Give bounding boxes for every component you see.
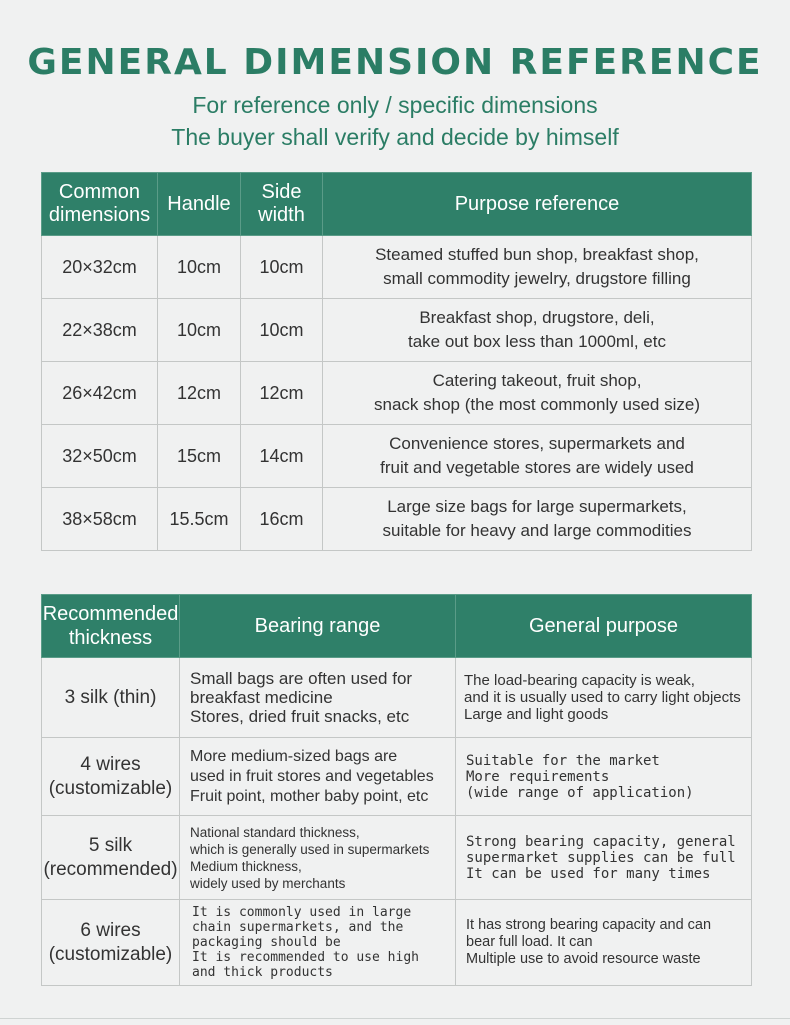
handle-cell: 10cm <box>158 299 241 362</box>
purpose-cell: The load-bearing capacity is weak, and it is usually used to carry light objects Large and light goods <box>456 658 752 738</box>
header-general-purpose: General purpose <box>456 595 752 658</box>
thickness-cell: 6 wires (customizable) <box>42 900 180 986</box>
size-cell: 26×42cm <box>42 362 158 425</box>
handle-cell: 15cm <box>158 425 241 488</box>
purpose-cell: It has strong bearing capacity and can bear full load. It can Multiple use to avoid resource waste <box>456 900 752 986</box>
side-cell: 16cm <box>241 488 323 551</box>
purpose-cell: Convenience stores, supermarkets and fruit and vegetable stores are widely used <box>323 425 752 488</box>
bottom-divider <box>0 1018 790 1019</box>
purpose-cell: Steamed stuffed bun shop, breakfast shop, small commodity jewelry, drugstore filling <box>323 236 752 299</box>
header-common-dimensions: Common dimensions <box>42 173 158 236</box>
table-row <box>42 658 752 738</box>
handle-cell: 10cm <box>158 236 241 299</box>
bearing-cell: It is commonly used in large chain supermarkets, and the packaging should be It is recommended to use high and thick products <box>180 900 456 986</box>
table-row <box>42 488 752 551</box>
side-cell: 14cm <box>241 425 323 488</box>
purpose-cell: Catering takeout, fruit shop, snack shop (the most commonly used size) <box>323 362 752 425</box>
table-row <box>42 299 752 362</box>
table-row <box>42 900 752 986</box>
size-cell: 38×58cm <box>42 488 158 551</box>
dimensions-table <box>41 172 752 551</box>
purpose-cell: Suitable for the market More requirements (wide range of application) <box>456 738 752 816</box>
bearing-cell: National standard thickness, which is generally used in supermarkets Medium thickness, widely used by merchants <box>180 816 456 900</box>
dimensions-header-row <box>42 173 752 236</box>
handle-cell: 15.5cm <box>158 488 241 551</box>
purpose-cell: Breakfast shop, drugstore, deli, take out box less than 1000ml, etc <box>323 299 752 362</box>
table-row <box>42 738 752 816</box>
subtitle-line-2: The buyer shall verify and decide by himself <box>171 124 619 150</box>
size-cell: 22×38cm <box>42 299 158 362</box>
header-purpose-reference: Purpose reference <box>323 173 752 236</box>
page-title: GENERAL DIMENSION REFERENCE <box>27 42 763 83</box>
subtitle-line-1: For reference only / specific dimensions <box>192 92 598 118</box>
thickness-cell: 5 silk (recommended) <box>42 816 180 900</box>
thickness-cell: 4 wires (customizable) <box>42 738 180 816</box>
thickness-cell: 3 silk (thin) <box>42 658 180 738</box>
table-row <box>42 425 752 488</box>
table-row <box>42 816 752 900</box>
size-cell: 32×50cm <box>42 425 158 488</box>
handle-cell: 12cm <box>158 362 241 425</box>
bearing-cell: Small bags are often used for breakfast medicine Stores, dried fruit snacks, etc <box>180 658 456 738</box>
header-handle: Handle <box>158 173 241 236</box>
purpose-cell: Large size bags for large supermarkets, suitable for heavy and large commodities <box>323 488 752 551</box>
header-recommended-thickness: Recommended thickness <box>42 595 180 658</box>
header-side-width: Side width <box>241 173 323 236</box>
side-cell: 10cm <box>241 236 323 299</box>
side-cell: 12cm <box>241 362 323 425</box>
thickness-table <box>41 594 752 986</box>
table-row <box>42 362 752 425</box>
table-row <box>42 236 752 299</box>
purpose-cell: Strong bearing capacity, general supermarket supplies can be full It can be used for many times <box>456 816 752 900</box>
bearing-cell: More medium-sized bags are used in fruit stores and vegetables Fruit point, mother baby point, etc <box>180 738 456 816</box>
header-bearing-range: Bearing range <box>180 595 456 658</box>
thickness-header-row <box>42 595 752 658</box>
size-cell: 20×32cm <box>42 236 158 299</box>
side-cell: 10cm <box>241 299 323 362</box>
